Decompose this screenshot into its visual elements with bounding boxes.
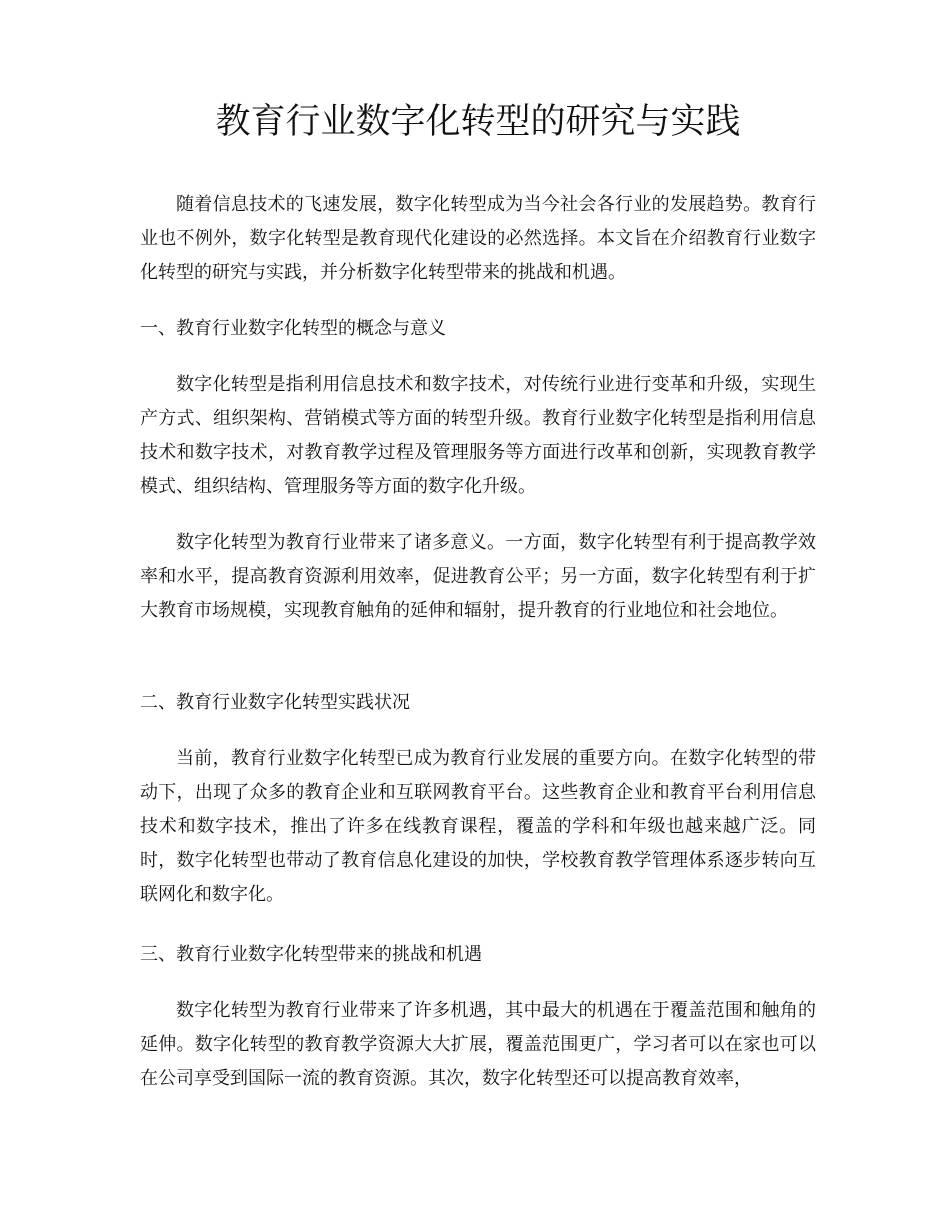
section-heading-3: 三、教育行业数字化转型带来的挑战和机遇 — [140, 944, 482, 965]
section-heading-2: 二、教育行业数字化转型实践状况 — [140, 692, 410, 713]
section-1-paragraph-2: 数字化转型为教育行业带来了诸多意义。一方面，数字化转型有利于提高教学效率和水平，提高教育资源利用效率，促进教育公平；另一方面，数字化转型有利于扩大教育市场规模，实现教育触角的延伸和辐射，提升教育的行业地位和社会地位。 — [140, 532, 816, 621]
intro-paragraph: 随着信息技术的飞速发展，数字化转型成为当今社会各行业的发展趋势。教育行业也不例外，数字化转型是教育现代化建设的必然选择。本文旨在介绍教育行业数字化转型的研究与实践，并分析数字化转型带来的挑战和机遇。 — [140, 194, 816, 283]
section-3-paragraph-1: 数字化转型为教育行业带来了许多机遇，其中最大的机遇在于覆盖范围和触角的延伸。数字化转型的教育教学资源大大扩展，覆盖范围更广，学习者可以在家也可以在公司享受到国际一流的教育资源。其次，数字化转型还可以提高教育效率， — [140, 1000, 816, 1089]
section-heading-1: 一、教育行业数字化转型的概念与意义 — [140, 318, 446, 339]
section-1-paragraph-1: 数字化转型是指利用信息技术和数字技术，对传统行业进行变革和升级，实现生产方式、组织架构、营销模式等方面的转型升级。教育行业数字化转型是指利用信息技术和数字技术，对教育教学过程及管理服务等方面进行改革和创新，实现教育教学模式、组织结构、管理服务等方面的数字化升级。 — [140, 374, 816, 497]
section-2-paragraph-1: 当前，教育行业数字化转型已成为教育行业发展的重要方向。在数字化转型的带动下，出现了众多的教育企业和互联网教育平台。这些教育企业和教育平台利用信息技术和数字技术，推出了许多在线教育课程，覆盖的学科和年级也越来越广泛。同时，数字化转型也带动了教育信息化建设的加快，学校教育教学管理体系逐步转向互联网化和数字化。 — [140, 748, 816, 905]
document-title: 教育行业数字化转型的研究与实践 — [215, 102, 741, 142]
